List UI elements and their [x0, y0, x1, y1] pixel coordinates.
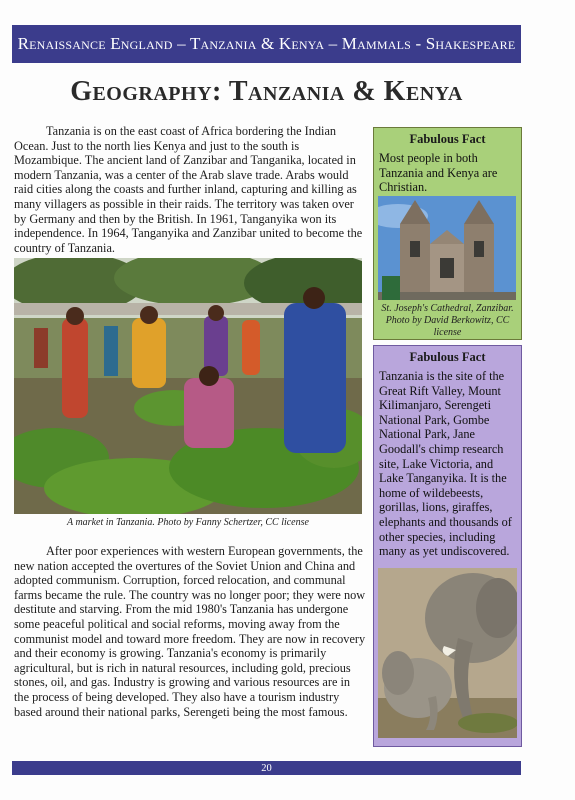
history-paragraph: After poor experiences with western European governments, the new nation accepted the overtures of the Soviet Union and China and adopted communism. Corruption, forced relocation, and communal farms became the rule. The country was no longer poor; they were now destitute and starving. From the mid 1980's Tanzania has undergone some peaceful political and social reforms, moving away from the communist model and toward more freedom. They are now in recovery and their economy is growing. Tanzania's economy is primarily agricultural, but is rich in natural resources, including gold, precious stones, oil, and gas. Industry is growing and various resources are in the process of being developed. They also have a tourism industry based around their national parks, Serengeti being the most famous.	[14, 544, 366, 719]
footer-bar	[12, 761, 521, 775]
fabulous-fact-religion	[373, 127, 522, 340]
cathedral-photo	[378, 196, 516, 300]
fact-heading: Fabulous Fact	[409, 350, 486, 364]
series-banner	[12, 25, 521, 63]
fact-text: Tanzania is the site of the Great Rift Valley, Mount Kilimanjaro, Serengeti National Park, Gombe National Park, Jane Goodall's chimp research site, Lake Victoria, and Lake Tanganyika. It is the home of wildebeests, gorillas, lions, giraffes, elephants and thousands of other species, including many as yet undiscovered.	[379, 369, 512, 559]
fact-text: Most people in both Tanzania and Kenya are Christian.	[379, 151, 498, 195]
page-number: 20	[261, 762, 272, 774]
cathedral-photo-caption: St. Joseph's Cathedral, Zanzibar. Photo by David Berkowitz, CC license	[381, 303, 514, 338]
intro-paragraph: Tanzania is on the east coast of Africa bordering the Indian Ocean. Just to the north lies Kenya and just to the south is Mozambique. The ancient land of Zanzibar and Tanganika, located in modern Tanzania, was a center of the Arab slave trade. Arabs would raid cities along the coasts and further inland, capturing and killing as many villagers as possible in their raids. The territory was taken over by Germany and then by the British. In 1961, Tanganyika won its independence. In 1964, Tanganyika and Zanzibar united to become the country of Tanzania.	[14, 124, 363, 255]
fact-heading: Fabulous Fact	[409, 132, 486, 146]
elephant-photo	[378, 568, 517, 738]
page-title: Geography: Tanzania & Kenya	[70, 76, 463, 107]
market-photo	[14, 258, 362, 514]
market-photo-caption: A market in Tanzania. Photo by Fanny Schertzer, CC license	[67, 517, 309, 528]
fabulous-fact-wildlife	[373, 345, 522, 747]
series-banner-text: Renaissance England – Tanzania & Kenya – Mammals - Shakespeare	[17, 34, 516, 53]
